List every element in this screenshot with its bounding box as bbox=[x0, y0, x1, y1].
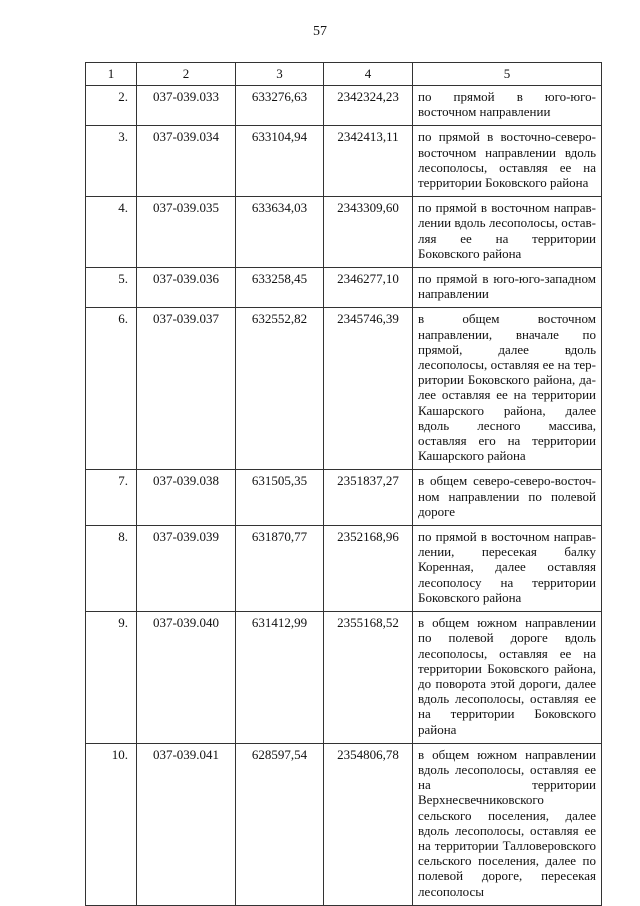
table-row bbox=[86, 308, 602, 470]
table-row bbox=[86, 743, 602, 905]
coord-x: 631505,35 bbox=[236, 470, 324, 526]
route-description: по прямой в восточном направлении вдоль лесополосы, оставляя ее на территории Боковского района bbox=[413, 197, 602, 268]
table-row bbox=[86, 126, 602, 197]
route-description: в общем восточном направлении, вначале по прямой, далее вдоль лесополосы, оставляя ее на территории Боковского района, далее оставляя ее на территории Кашарского района, далее вдоль лесного массива, оставляя его на территории Кашарского района bbox=[413, 308, 602, 470]
coord-x: 631412,99 bbox=[236, 612, 324, 744]
coord-y: 2352168,96 bbox=[324, 526, 413, 612]
row-number: 10. bbox=[86, 743, 137, 905]
table-row bbox=[86, 197, 602, 268]
row-number: 3. bbox=[86, 126, 137, 197]
route-description: по прямой в восточно-северовосточном направлении вдоль лесополосы, оставляя ее на территории Боковского района bbox=[413, 126, 602, 197]
coord-x: 633634,03 bbox=[236, 197, 324, 268]
coord-x: 631870,77 bbox=[236, 526, 324, 612]
coord-y: 2346277,10 bbox=[324, 268, 413, 308]
coord-x: 633104,94 bbox=[236, 126, 324, 197]
point-code: 037-039.033 bbox=[137, 86, 236, 126]
table-row bbox=[86, 86, 602, 126]
route-description: в общем южном направлении по полевой дороге вдоль лесополосы, оставляя ее на территории Боковского района, до поворота этой дороги, далее вдоль лесополосы, оставляя ее на территории Боковского района bbox=[413, 612, 602, 744]
coord-y: 2354806,78 bbox=[324, 743, 413, 905]
col-header-1: 1 bbox=[86, 63, 137, 86]
col-header-3: 3 bbox=[236, 63, 324, 86]
coord-x: 633276,63 bbox=[236, 86, 324, 126]
coord-y: 2355168,52 bbox=[324, 612, 413, 744]
point-code: 037-039.039 bbox=[137, 526, 236, 612]
route-description: в общем южном направлении вдоль лесополосы, оставляя ее на территории Верхнесвечниковского сельского поселения, далее вдоль лесополосы, оставляя ее на территории Талловеровского сельского поселения, далее по полевой дороге, пересекая лесополосы bbox=[413, 743, 602, 905]
coord-x: 633258,45 bbox=[236, 268, 324, 308]
row-number: 7. bbox=[86, 470, 137, 526]
point-code: 037-039.038 bbox=[137, 470, 236, 526]
table-row bbox=[86, 526, 602, 612]
col-header-5: 5 bbox=[413, 63, 602, 86]
col-header-4: 4 bbox=[324, 63, 413, 86]
coord-x: 628597,54 bbox=[236, 743, 324, 905]
point-code: 037-039.035 bbox=[137, 197, 236, 268]
route-description: по прямой в юго-юго-восточном направлении bbox=[413, 86, 602, 126]
row-number: 9. bbox=[86, 612, 137, 744]
table-row bbox=[86, 470, 602, 526]
table-header-row bbox=[86, 63, 602, 86]
coord-x: 632552,82 bbox=[236, 308, 324, 470]
route-description: по прямой в восточном направлении, пересекая балку Коренная, далее оставляя лесополосу на территории Боковского района bbox=[413, 526, 602, 612]
table-row bbox=[86, 268, 602, 308]
point-code: 037-039.040 bbox=[137, 612, 236, 744]
point-code: 037-039.036 bbox=[137, 268, 236, 308]
row-number: 5. bbox=[86, 268, 137, 308]
row-number: 4. bbox=[86, 197, 137, 268]
route-description: в общем северо-северо-восточном направлении по полевой дороге bbox=[413, 470, 602, 526]
table-row bbox=[86, 612, 602, 744]
boundary-table bbox=[85, 62, 602, 906]
coord-y: 2343309,60 bbox=[324, 197, 413, 268]
coord-y: 2342413,11 bbox=[324, 126, 413, 197]
route-description: по прямой в юго-юго-западном направлении bbox=[413, 268, 602, 308]
coord-y: 2342324,23 bbox=[324, 86, 413, 126]
point-code: 037-039.041 bbox=[137, 743, 236, 905]
point-code: 037-039.037 bbox=[137, 308, 236, 470]
coord-y: 2351837,27 bbox=[324, 470, 413, 526]
page-number: 57 bbox=[313, 24, 327, 39]
row-number: 6. bbox=[86, 308, 137, 470]
point-code: 037-039.034 bbox=[137, 126, 236, 197]
coord-y: 2345746,39 bbox=[324, 308, 413, 470]
row-number: 2. bbox=[86, 86, 137, 126]
row-number: 8. bbox=[86, 526, 137, 612]
col-header-2: 2 bbox=[137, 63, 236, 86]
